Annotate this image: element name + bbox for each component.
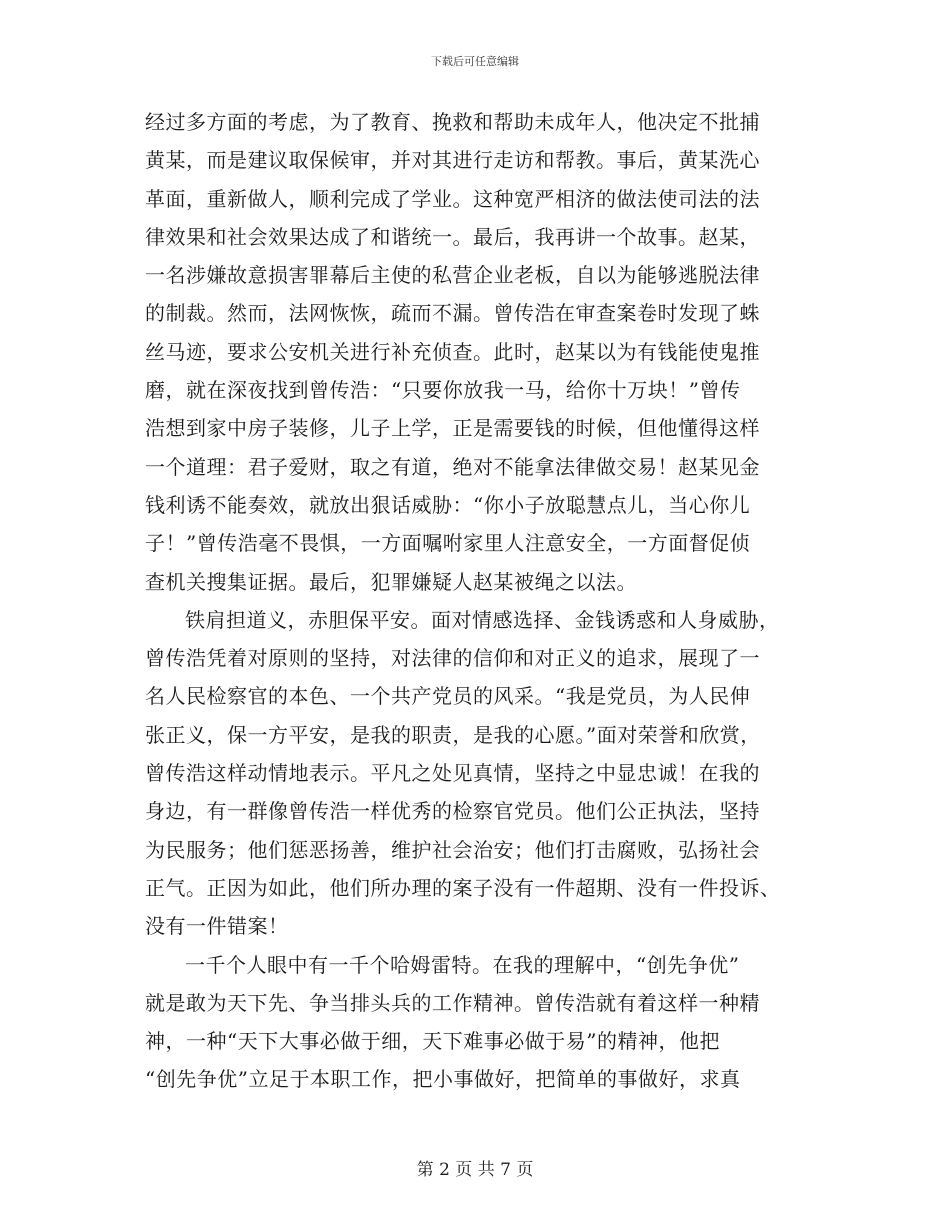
page-number-footer: 第 2 页 共 7 页 xyxy=(416,1160,534,1180)
text-line: 名人民检察官的本色、一个共产党员的风采。“我是党员，为人民伸 xyxy=(145,684,751,709)
text-line: 律效果和社会效果达成了和谐统一。最后，我再讲一个故事。赵某， xyxy=(145,224,760,249)
text-line: 为民服务；他们惩恶扬善，维护社会治安；他们打击腐败，弘扬社会 xyxy=(145,837,760,862)
text-line: 革面，重新做人，顺利完成了学业。这种宽严相济的做法使司法的法 xyxy=(145,186,760,211)
paragraph-2 xyxy=(145,601,825,946)
text-line: 子！”曾传浩毫不畏惧，一方面嘱咐家里人注意安全，一方面督促侦 xyxy=(145,531,751,556)
text-line: 一名涉嫌故意损害罪幕后主使的私营企业老板，自以为能够逃脱法律 xyxy=(145,263,760,288)
text-line: 铁肩担道义，赤胆保平安。面对情感选择、金钱诱惑和人身威胁， xyxy=(185,607,780,632)
text-line: 身边，有一群像曾传浩一样优秀的检察官党员。他们公正执法，坚持 xyxy=(145,799,760,824)
text-line: “创先争优”立足于本职工作，把小事做好，把简单的事做好，求真 xyxy=(145,1067,741,1092)
paragraph-1 xyxy=(145,103,825,601)
text-line: 曾传浩这样动情地表示。平凡之处见真情，坚持之中显忠诚！在我的 xyxy=(145,761,760,786)
text-line: 钱利诱不能奏效，就放出狠话威胁：“你小子放聪慧点儿，当心你儿 xyxy=(145,492,751,517)
document-body xyxy=(145,103,825,1099)
text-line: 曾传浩凭着对原则的坚持，对法律的信仰和对正义的追求，展现了一 xyxy=(145,646,760,671)
text-line: 张正义，保一方平安，是我的职责，是我的心愿。”面对荣誉和欣赏， xyxy=(145,722,761,747)
text-line: 经过多方面的考虑，为了教育、挽救和帮助未成年人，他决定不批捕 xyxy=(145,110,760,134)
text-line: 神，一种“天下大事必做于细，天下难事必做于易”的精神，他把 xyxy=(145,1029,720,1054)
text-line: 一千个人眼中有一千个哈姆雷特。在我的理解中，“创先争优” xyxy=(185,952,740,977)
text-line: 黄某，而是建议取保候审，并对其进行走访和帮教。事后，黄某洗心 xyxy=(145,148,760,173)
paragraph-3 xyxy=(145,946,825,1099)
text-line: 的制裁。然而，法网恢恢，疏而不漏。曾传浩在审查案卷时发现了蛛 xyxy=(145,301,760,326)
text-line: 正气。正因为如此，他们所办理的案子没有一件超期、没有一件投诉、 xyxy=(145,875,781,900)
page-header: 下载后可任意编辑 xyxy=(431,55,519,68)
text-line: 浩想到家中房子装修，儿子上学，正是需要钱的时候，但他懂得这样 xyxy=(145,416,760,441)
text-line: 丝马迹，要求公安机关进行补充侦查。此时，赵某以为有钱能使鬼推 xyxy=(145,339,760,364)
text-line: 就是敢为天下先、争当排头兵的工作精神。曾传浩就有着这样一种精 xyxy=(145,990,760,1015)
text-line: 磨，就在深夜找到曾传浩：“只要你放我一马，给你十万块！”曾传 xyxy=(145,378,741,403)
text-line: 一个道理：君子爱财，取之有道，绝对不能拿法律做交易！赵某见金 xyxy=(145,454,760,479)
text-line: 没有一件错案！ xyxy=(145,914,289,939)
text-line: 查机关搜集证据。最后，犯罪嫌疑人赵某被绳之以法。 xyxy=(145,569,637,594)
